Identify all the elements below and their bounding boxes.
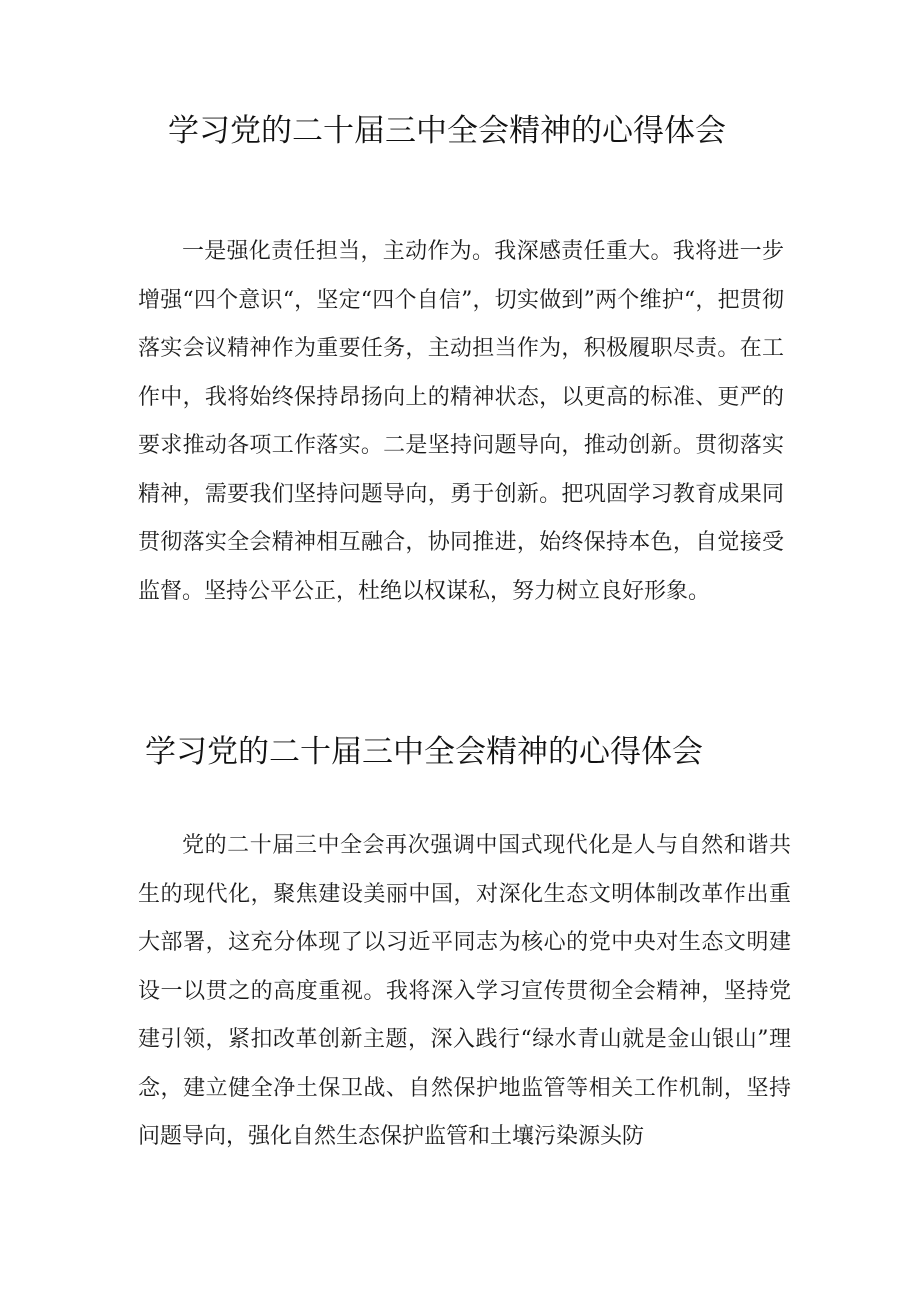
- section-1-paragraph: 一是强化责任担当，主动作为。我深感责任重大。我将进一步增强“四个意识“，坚定“四个自信”，切实做到”两个维护“，把贯彻落实会议精神作为重要任务，主动担当作为，积极履职尽责。在工作中，我将始终保持昂扬向上的精神状态，以更高的标准、更严的要求推动各项工作落实。二是坚持问题导向，推动创新。贯彻落实精神，需要我们坚持问题导向，勇于创新。把巩固学习教育成果同贯彻落实全会精神相互融合，协同推进，始终保持本色，自觉接受监督。坚持公平公正，杜绝以权谋私，努力树立良好形象。: [138, 239, 784, 604]
- section-1-title: 学习党的二十届三中全会精神的心得体会: [168, 113, 726, 149]
- section-2-paragraph: 党的二十届三中全会再次强调中国式现代化是人与自然和谐共生的现代化，聚焦建设美丽中国，对深化生态文明体制改革作出重大部署，这充分体现了以习近平同志为核心的党中央对生态文明建设一以贯之的高度重视。我将深入学习宣传贯彻全会精神，坚持党建引领，紧扣改革创新主题，深入践行“绿水青山就是金山银山”理念，建立健全净土保卫战、自然保护地监管等相关工作机制，坚持问题导向，强化自然生态保护监管和土壤污染源头防: [138, 833, 791, 1149]
- section-2-title: 学习党的二十届三中全会精神的心得体会: [145, 734, 703, 770]
